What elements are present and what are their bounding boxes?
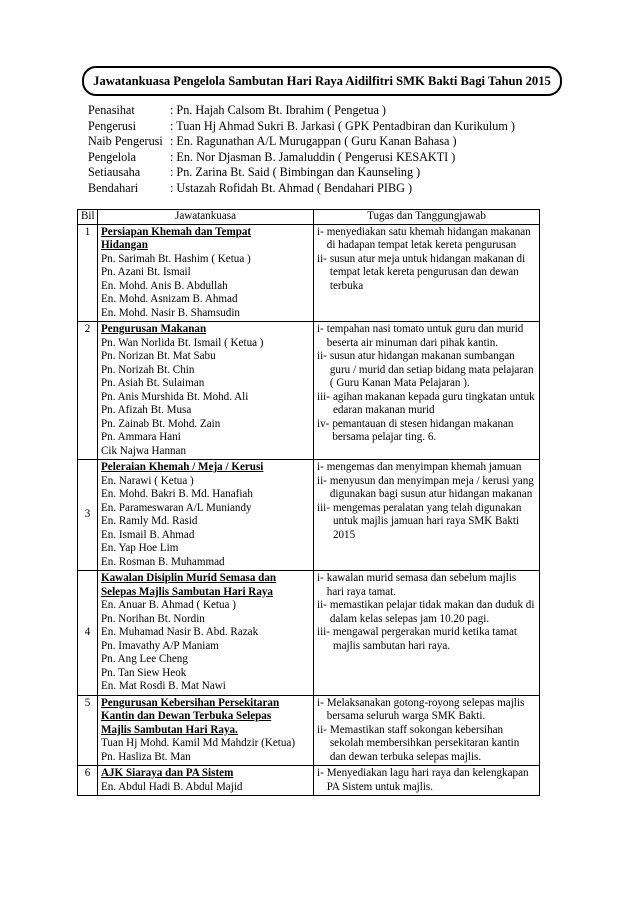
committee-cell (98, 224, 314, 322)
task-text: mengawal pergerakan murid ketika tamat majlis sambutan hari raya. (332, 626, 517, 652)
header-jawatankuasa: Jawatankuasa (98, 210, 314, 225)
officer-name: : En. Ragunathan A/L Murugappan ( Guru Kanan Bahasa ) (170, 134, 457, 148)
officer-role: Penasihat (88, 103, 135, 117)
officer-row (88, 134, 515, 150)
task-text: kawalan murid semasa dan sebelum majlis hari raya tamat. (326, 572, 517, 598)
committee-member: Pn. Norizan Bt. Mat Sabu (101, 350, 216, 362)
task-item (317, 323, 536, 350)
task-item (317, 253, 536, 294)
task-marker: ii- (317, 599, 327, 611)
task-marker: ii- (317, 252, 327, 265)
table-row (78, 695, 540, 766)
committee-heading: Selepas Majlis Sambutan Hari Raya (101, 585, 273, 598)
committee-member: En. Mohd. Nasir B. Shamsudin (101, 306, 240, 319)
officer-name: : En. Nor Djasman B. Jamaluddin ( Pengerusi KESAKTI ) (170, 149, 456, 164)
task-marker: ii- (317, 474, 327, 487)
task-text: tempahan nasi tomato untuk guru dan murid beserta air minuman dari pihak kantin. (326, 323, 524, 349)
task-item (317, 226, 536, 253)
committee-member: Cik Najwa Hannan (101, 444, 187, 457)
committee-heading: Pengurusan Makanan (101, 323, 207, 335)
header-tugas: Tugas dan Tanggungjawab (314, 210, 540, 225)
table-row (78, 322, 540, 460)
officer-row (88, 103, 515, 119)
task-text: mengemas dan menyimpan khemah jamuan (326, 461, 522, 473)
task-marker: i- (317, 767, 324, 779)
row-number: 3 (78, 460, 98, 571)
committee-member: En. Ramly Md. Rasid (101, 515, 198, 527)
task-text: agihan makanan kepada guru tingkatan untuk edaran makanan murid (332, 390, 535, 416)
task-marker: iii- (317, 501, 330, 514)
row-number: 1 (78, 224, 98, 322)
committee-table (77, 209, 540, 796)
task-item (317, 626, 536, 653)
officer-role: Naib Pengerusi (88, 134, 163, 148)
committee-member: En. Abdul Hadi B. Abdul Majid (101, 780, 243, 793)
officer-row (88, 150, 515, 166)
committee-cell (98, 695, 314, 766)
task-item (317, 697, 536, 724)
task-item (317, 475, 536, 502)
committee-member: Pn. Azani Bt. Ismail (101, 266, 191, 278)
committee-member: En. Parameswaran A/L Muniandy (101, 501, 252, 514)
committee-heading: Peleraian Khemah / Meja / Kerusi (101, 461, 264, 473)
tasks-cell (314, 460, 540, 571)
committee-heading: Persiapan Khemah dan Tempat (101, 225, 252, 238)
committee-member: Pn. Norihan Bt. Nordin (101, 612, 205, 625)
task-marker: iii- (317, 626, 330, 638)
tasks-cell (314, 322, 540, 460)
committee-heading: Kantin dan Dewan Terbuka Selepas (101, 710, 272, 722)
task-text: pemantauan di stesen hidangan makanan bersama pelajar ting. 6. (332, 417, 514, 443)
officer-role: Bendahari (88, 180, 139, 195)
officer-name: : Tuan Hj Ahmad Sukri B. Jarkasi ( GPK Pentadbiran dan Kurikulum ) (170, 118, 515, 133)
committee-heading: Kawalan Disiplin Murid Semasa dan (101, 572, 277, 584)
officers-list (88, 103, 515, 196)
row-number: 5 (78, 695, 98, 766)
officer-role: Setiausaha (88, 165, 141, 179)
task-marker: ii- (317, 723, 327, 736)
task-text: mengemas peralatan yang telah digunakan untuk majlis jamuan hari raya SMK Bakti 2015 (332, 501, 522, 541)
committee-member: Pn. Wan Norlida Bt. Ismail ( Ketua ) (101, 336, 264, 349)
committee-member: En. Anuar B. Ahmad ( Ketua ) (101, 599, 236, 611)
committee-member: Pn. Anis Murshida Bt. Mohd. Ali (101, 390, 249, 403)
committee-member: En. Mat Rosdi B. Mat Nawi (101, 680, 226, 692)
committee-member: En. Rosman B. Muhammad (101, 555, 225, 568)
header-bil: Bil (78, 210, 98, 225)
committee-heading: Hidangan (101, 239, 148, 251)
task-marker: i- (317, 323, 324, 335)
committee-member: En. Narawi ( Ketua ) (101, 474, 194, 487)
task-text: memastikan pelajar tidak makan dan duduk di dalam kelas selepas jam 10.20 pagi. (329, 599, 535, 625)
row-number: 4 (78, 571, 98, 696)
committee-member: Pn. Tan Siew Heok (101, 666, 187, 679)
table-row (78, 571, 540, 696)
tasks-cell (314, 766, 540, 796)
task-item (317, 350, 536, 391)
committee-member: En. Ismail B. Ahmad (101, 528, 195, 541)
row-number: 2 (78, 322, 98, 460)
task-text: menyediakan satu khemah hidangan makanan di hadapan tempat letak kereta pengurusan (326, 225, 531, 251)
row-number: 6 (78, 766, 98, 796)
task-item (317, 767, 536, 794)
task-text: Memastikan staff sokongan kebersihan sekolah membersihkan persekitaran kantin dan dewan terbuka selepas majlis. (329, 723, 520, 763)
page-title: Jawatankuasa Pengelola Sambutan Hari Raya Aidilfitri SMK Bakti Bagi Tahun 2015 (82, 66, 562, 96)
task-marker: ii- (317, 350, 327, 362)
committee-member: Pn. Norizah Bt. Chin (101, 363, 195, 376)
committee-cell (98, 571, 314, 696)
committee-member: Pn. Sarimah Bt. Hashim ( Ketua ) (101, 252, 251, 265)
committee-member: Pn. Hasliza Bt. Man (101, 750, 191, 763)
task-text: menyusun dan menyimpan meja / kerusi yang digunakan bagi susun atur hidangan makanan (329, 474, 534, 500)
task-text: susun atur hidangan makanan sumbangan guru / murid dan setiap bidang mata pelajaran ( Guru Kanan Mata Pelajaran ). (329, 350, 534, 389)
tasks-cell (314, 695, 540, 766)
committee-member: Pn. Zainab Bt. Mohd. Zain (101, 417, 221, 430)
task-marker: i- (317, 572, 324, 584)
task-item (317, 502, 536, 543)
officer-name: : Pn. Hajah Calsom Bt. Ibrahim ( Pengetua ) (170, 103, 386, 117)
task-item (317, 599, 536, 626)
task-text: Melaksanakan gotong-royong selepas majlis bersama seluruh warga SMK Bakti. (326, 696, 525, 722)
task-item (317, 461, 536, 475)
officer-role: Pengerusi (88, 118, 137, 133)
committee-member: En. Mohd. Bakri B. Md. Hanafiah (101, 488, 253, 500)
committee-member: En. Mohd. Anis B. Abdullah (101, 279, 228, 292)
task-item (317, 572, 536, 599)
committee-member: Tuan Hj Mohd. Kamil Md Mahdzir (Ketua) (101, 737, 296, 749)
officer-role: Pengelola (88, 149, 137, 164)
committee-member: Pn. Imavathy A/P Maniam (101, 639, 219, 652)
committee-heading: Pengurusan Kebersihan Persekitaran (101, 696, 280, 709)
task-text: Menyediakan lagu hari raya dan kelengkapan PA Sistem untuk majlis. (326, 767, 529, 793)
task-marker: iii- (317, 390, 330, 403)
task-item (317, 724, 536, 765)
committee-heading: Majlis Sambutan Hari Raya. (101, 723, 238, 736)
committee-member: En. Yap Hoe Lim (101, 542, 179, 554)
committee-member: En. Muhamad Nasir B. Abd. Razak (101, 626, 259, 638)
committee-heading: AJK Siaraya dan PA Sistem (101, 767, 234, 779)
committee-member: Pn. Asiah Bt. Sulaiman (101, 377, 205, 389)
task-marker: iv- (317, 417, 330, 430)
officer-name: : Pn. Zarina Bt. Said ( Bimbingan dan Kaunseling ) (170, 165, 421, 179)
tasks-cell (314, 224, 540, 322)
committee-member: Pn. Ammara Hani (101, 431, 181, 443)
table-row (78, 224, 540, 322)
task-item (317, 418, 536, 445)
committee-member: En. Mohd. Asnizam B. Ahmad (101, 293, 238, 305)
table-row (78, 460, 540, 571)
officer-row (88, 119, 515, 135)
task-marker: i- (317, 696, 324, 709)
tasks-cell (314, 571, 540, 696)
table-header-row (78, 210, 540, 225)
task-text: susun atur meja untuk hidangan makanan di tempat letak kereta pengurusan dan dewan terbuka (329, 252, 526, 292)
officer-name: : Ustazah Rofidah Bt. Ahmad ( Bendahari PIBG ) (170, 180, 413, 195)
committee-member: Pn. Ang Lee Cheng (101, 653, 188, 665)
task-marker: i- (317, 461, 324, 473)
committee-member: Pn. Afizah Bt. Musa (101, 404, 192, 416)
officer-row (88, 165, 515, 181)
committee-cell (98, 460, 314, 571)
committee-cell (98, 766, 314, 796)
table-row (78, 766, 540, 796)
task-item (317, 391, 536, 418)
officer-row (88, 181, 515, 197)
task-marker: i- (317, 225, 324, 238)
committee-cell (98, 322, 314, 460)
